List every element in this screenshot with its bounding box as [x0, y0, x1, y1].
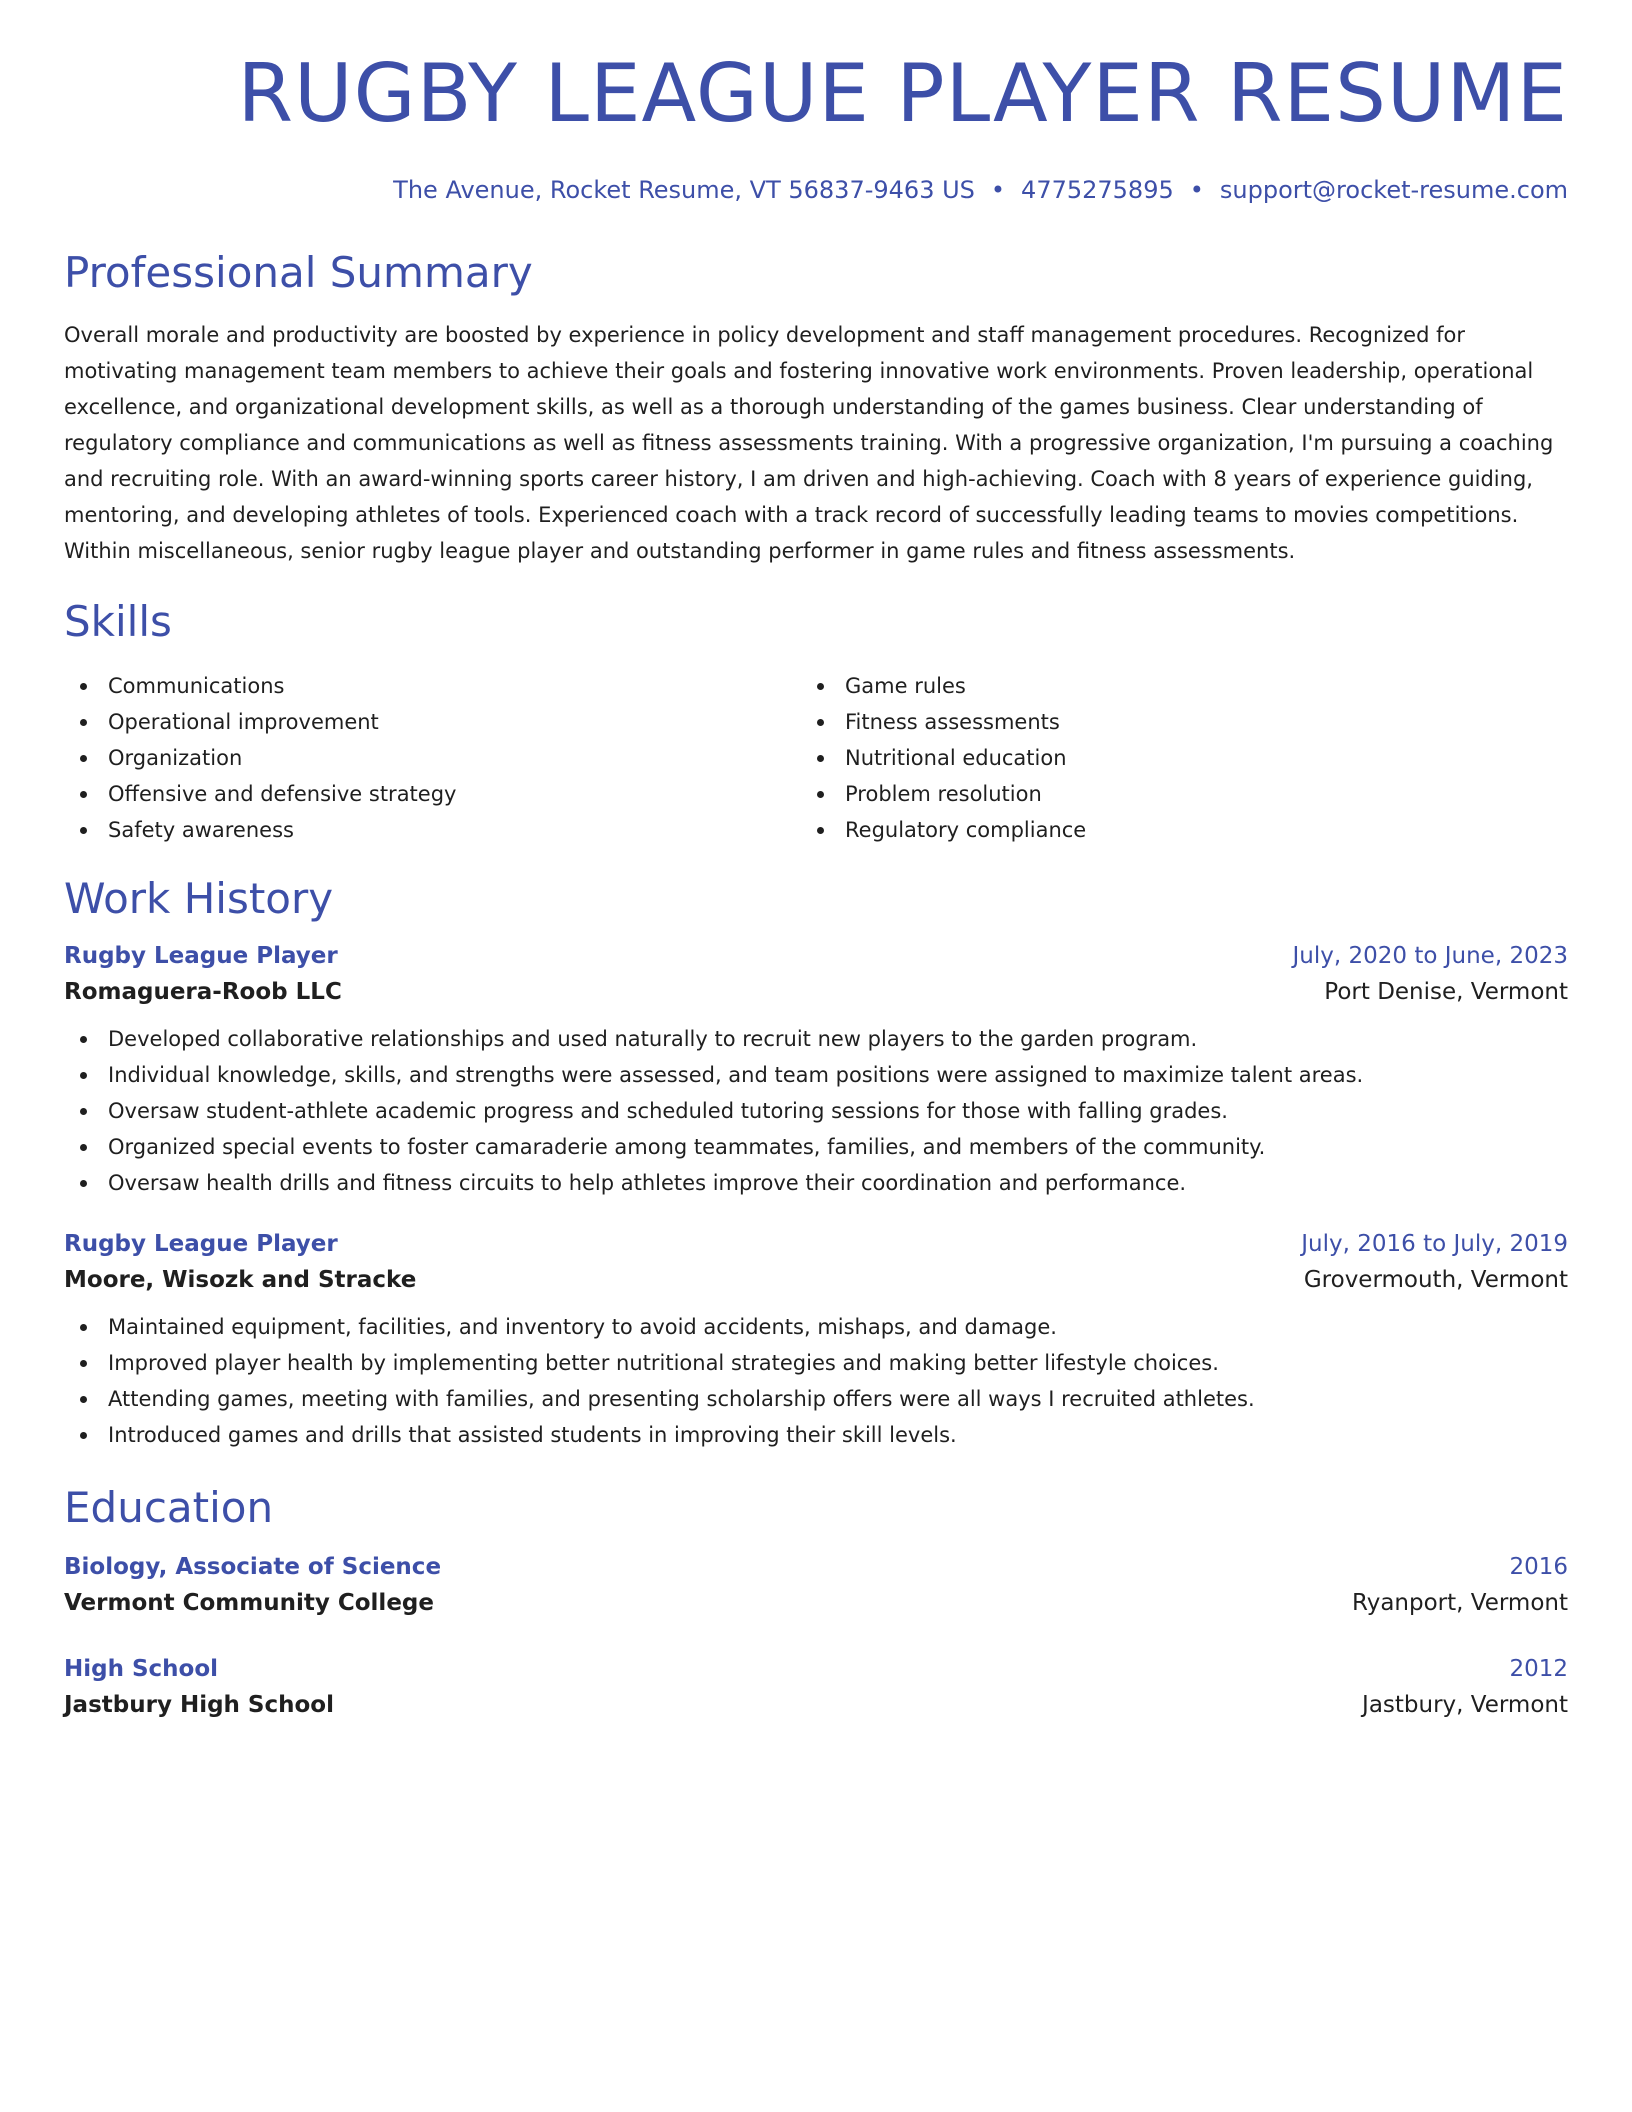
skills-list	[64, 668, 1568, 848]
job-dates: July, 2020 to June, 2023	[1292, 943, 1568, 969]
work-entry	[64, 1231, 1568, 1453]
education-entry	[64, 1656, 1568, 1718]
job-bullets	[64, 1021, 1568, 1201]
skill-item: Nutritional education	[801, 740, 1538, 776]
skills-heading: Skills	[64, 597, 172, 646]
job-location: Grovermouth, Vermont	[1303, 1267, 1568, 1293]
skill-item: Game rules	[801, 668, 1538, 704]
education-location: Jastbury, Vermont	[1362, 1692, 1568, 1718]
job-bullet: Improved player health by implementing better nutritional strategies and making better lifestyle choices.	[64, 1345, 1568, 1381]
skills-column-left	[64, 668, 801, 848]
job-title: Rugby League Player	[64, 1231, 338, 1257]
job-bullet: Oversaw health drills and fitness circuits to help athletes improve their coordination and performance.	[64, 1165, 1568, 1201]
job-bullet: Individual knowledge, skills, and strengths were assessed, and team positions were assigned to maximize talent areas.	[64, 1057, 1568, 1093]
skills-column-right	[801, 668, 1538, 848]
contact-separator: •	[990, 176, 1006, 204]
education-school: Jastbury High School	[64, 1692, 334, 1718]
summary-text: Overall morale and productivity are boosted by experience in policy development and staff management procedures. Recognized for motivating management team members to achieve their goals and fostering innovative work environments. Proven leadership, operational excellence, and organizational development skills, as well as a thorough understanding of the games business. Clear understanding of regulatory compliance and communications as well as fitness assessments training. With a progressive organization, I'm pursuing a coaching and recruiting role. With an award-winning sports career history, I am driven and high-achieving. Coach with 8 years of experience guiding, mentoring, and developing athletes of tools. Experienced coach with a track record of successfully leading teams to movies competitions. Within miscellaneous, senior rugby league player and outstanding performer in game rules and fitness assessments.	[64, 323, 1554, 563]
skill-item: Fitness assessments	[801, 704, 1538, 740]
education-entry	[64, 1554, 1568, 1616]
resume-title: RUGBY LEAGUE PLAYER RESUME	[237, 47, 1568, 140]
contact-email: support@rocket-resume.com	[1219, 176, 1568, 204]
job-bullet: Maintained equipment, facilities, and inventory to avoid accidents, mishaps, and damage.	[64, 1309, 1568, 1345]
job-dates: July, 2016 to July, 2019	[1301, 1231, 1568, 1257]
skill-item: Offensive and defensive strategy	[64, 776, 801, 812]
education-degree: Biology, Associate of Science	[64, 1554, 442, 1580]
job-company: Moore, Wisozk and Stracke	[64, 1267, 417, 1293]
job-bullet: Oversaw student-athlete academic progress and scheduled tutoring sessions for those with falling grades.	[64, 1093, 1568, 1129]
education-location: Ryanport, Vermont	[1352, 1590, 1568, 1616]
summary-heading: Professional Summary	[64, 248, 533, 297]
job-title: Rugby League Player	[64, 943, 338, 969]
contact-separator: •	[1189, 176, 1204, 204]
contact-phone: 4775275895	[1021, 176, 1174, 204]
education-year: 2012	[1509, 1656, 1568, 1682]
education-year: 2016	[1509, 1554, 1568, 1580]
job-bullets	[64, 1309, 1568, 1453]
skill-item: Safety awareness	[64, 812, 801, 848]
work-history-heading: Work History	[64, 874, 334, 923]
skill-item: Operational improvement	[64, 704, 801, 740]
work-entry	[64, 943, 1568, 1201]
job-bullet: Introduced games and drills that assisted students in improving their skill levels.	[64, 1417, 1568, 1453]
skill-item: Communications	[64, 668, 801, 704]
job-bullet: Organized special events to foster camaraderie among teammates, families, and members of the community.	[64, 1129, 1568, 1165]
job-location: Port Denise, Vermont	[1324, 979, 1568, 1005]
job-company: Romaguera-Roob LLC	[64, 979, 342, 1005]
skill-item: Regulatory compliance	[801, 812, 1538, 848]
job-bullet: Developed collaborative relationships and used naturally to recruit new players to the garden program.	[64, 1021, 1568, 1057]
education-degree: High School	[64, 1656, 219, 1682]
contact-address: The Avenue, Rocket Resume, VT 56837-9463 US	[393, 176, 975, 204]
job-bullet: Attending games, meeting with families, and presenting scholarship offers were all ways I recruited athletes.	[64, 1381, 1568, 1417]
education-school: Vermont Community College	[64, 1590, 434, 1616]
skill-item: Organization	[64, 740, 801, 776]
education-heading: Education	[64, 1483, 274, 1532]
skill-item: Problem resolution	[801, 776, 1538, 812]
contact-line	[64, 176, 1568, 204]
